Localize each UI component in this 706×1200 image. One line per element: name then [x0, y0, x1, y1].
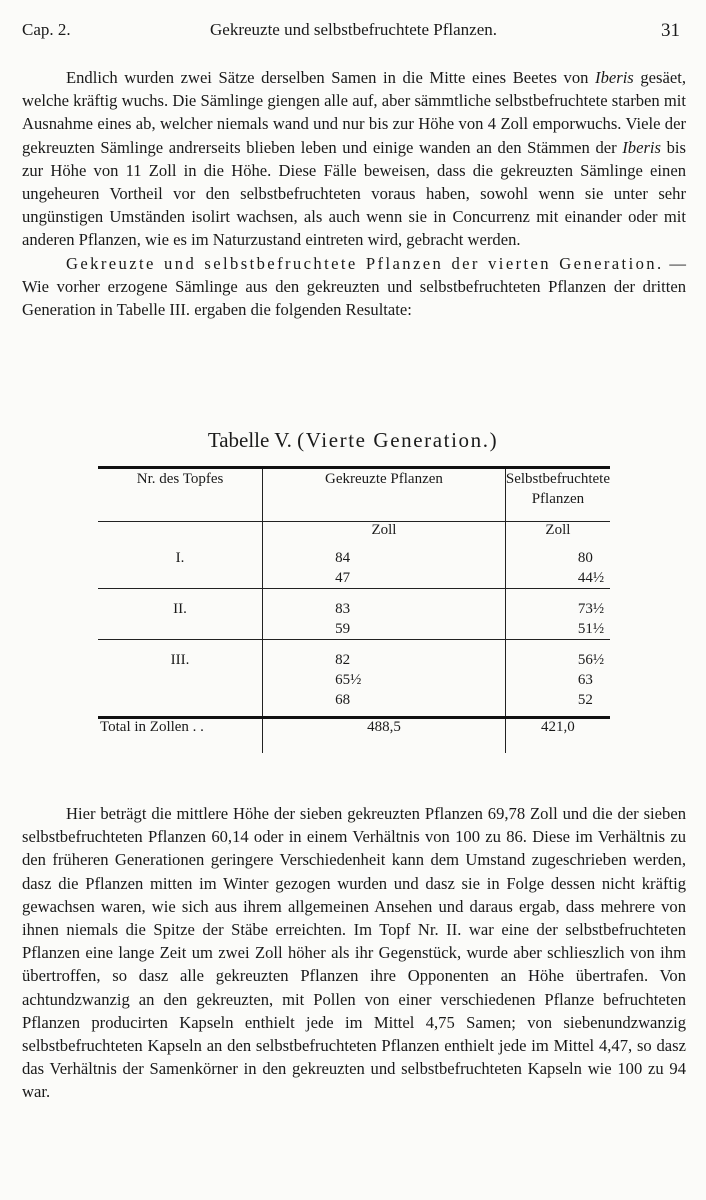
selfed-values	[505, 640, 610, 718]
paragraph-fourth-generation	[22, 252, 686, 322]
header-line: Pflanzen	[531, 491, 585, 507]
selfed-values	[505, 589, 610, 640]
text-run: Endlich wurden zwei Sätze derselben Samen in die Mitte eines Beetes von	[66, 68, 596, 87]
value: 83	[335, 601, 351, 617]
text-run: gesäet, welche kräftig wuchs. Die Sämlinge giengen alle auf, aber sämmtliche selbstbefruchtete starben mit Ausnahme eines ab, welcher niemals wand und nur bis zur Höhe von 4 Zoll emporwuchs. Viele der gekreuzten Sämlinge andrerseits blieben leben und einige wanden an den Stämmen der	[22, 68, 686, 157]
value: 63	[577, 672, 593, 688]
caption-label: Tabelle V.	[207, 428, 292, 452]
section-heading: Gekreuzte und selbstbefruchtete Pflanzen der vierten Generation.	[66, 253, 664, 273]
text-block-top	[22, 66, 686, 321]
total-label: Total in Zollen . .	[98, 718, 263, 754]
crossed-values	[263, 548, 506, 589]
data-table	[98, 466, 610, 753]
running-header	[22, 20, 684, 48]
value: 56½	[577, 652, 605, 668]
value: 44½	[577, 570, 605, 586]
unit-label: Zoll	[505, 522, 610, 549]
selfed-values	[505, 548, 610, 589]
paragraph-iberis	[22, 66, 686, 252]
header-line: Selbstbefruchtete	[505, 471, 610, 487]
italic-term: Iberis	[622, 137, 661, 157]
value: 51½	[577, 621, 605, 637]
table-header-row	[98, 468, 610, 522]
column-header	[505, 468, 610, 522]
caption-subtitle: (Vierte Generation.)	[297, 428, 499, 452]
value: 82	[335, 652, 351, 668]
italic-term: Iberis	[595, 68, 634, 87]
text-block-bottom	[22, 802, 686, 1104]
text-run: — Wie vorher erzogene Sämlinge aus den gekreuzten und selbstbefruchteten Pflanzen der dritten Generation in Tabelle III. ergaben die folgenden Resultate:	[22, 253, 687, 320]
crossed-values	[263, 589, 506, 640]
value: 65½	[335, 672, 362, 688]
pot-number: I.	[98, 548, 263, 589]
unit-label: Zoll	[263, 522, 506, 549]
total-selfed: 421,0	[505, 718, 610, 754]
table-row	[98, 548, 610, 589]
value: 80	[577, 550, 593, 566]
paragraph-results: Hier beträgt die mittlere Höhe der sieben gekreuzten Pflanzen 69,78 Zoll und die der sieben selbstbefruchteten Pflanzen 60,14 oder in einem Verhältnis von 100 zu 86. Diese im Verhältnis zu den früheren Generationen geringere Verschiedenheit kann dem Umstand zugeschrieben werden, dasz die Pflanzen mitten im Winter gezogen wurden und dasz sie in Folge dessen nicht kräftig gewachsen waren, wie sich aus ihrem allgemeinen Ansehen und daraus ergab, dass mehrere von ihnen niemals die Spitze der Stäbe erreichten. Im Topf Nr. II. war eine der selbstbefruchteten Pflanzen eine lange Zeit um zwei Zoll höher als ihr Gegenstück, wurde aber schlieszlich von ihm übertroffen, so dasz alle gekreuzten Pflanzen ihre Opponenten an Höhe übertrafen. Von achtundzwanzig an den gekreuzten, mit Pollen von einer verschiedenen Pflanze befruchteten Pflanzen producirten Kapseln enthielt jede im Mittel 4,75 Samen; von siebenundzwanzig selbstbefruchteten Kapseln an den selbstbefruchteten Pflanzen enthielt jede im Mittel 4,47, so dasz das Verhältnis der Samenkörner in den gekreuzten und selbstbefruchteten Kapseln wie 100 zu 94 war.	[22, 804, 686, 1102]
value: 47	[335, 570, 351, 586]
value: 73½	[577, 601, 605, 617]
crossed-values	[263, 640, 506, 718]
unit-row	[98, 522, 610, 549]
table-row	[98, 640, 610, 718]
table-row	[98, 589, 610, 640]
column-header: Nr. des Topfes	[98, 468, 263, 522]
pot-number: III.	[170, 652, 190, 668]
page-number: 31	[661, 20, 680, 41]
value: 68	[335, 692, 351, 708]
total-row	[98, 718, 610, 754]
value: 52	[577, 692, 593, 708]
running-title: Gekreuzte und selbstbefruchtete Pflanzen.	[210, 20, 497, 39]
column-header: Gekreuzte Pflanzen	[263, 468, 506, 522]
total-crossed: 488,5	[263, 718, 506, 754]
text-run: bis zur Höhe von 11 Zoll in die Höhe. Diese Fälle beweisen, dass die gekreuzten Sämlinge einen ungeheuren Vortheil vor den selbstbefruchteten voraus haben, sowohl wenn sie unter sehr ungünstigen Umständen isolirt wachsen, als auch wenn sie in Concurrenz mit einander oder mit anderen Pflanzen, wie es im Naturzustand eintreten wird, gebracht werden.	[22, 137, 687, 250]
value: 59	[335, 621, 351, 637]
table-caption	[0, 428, 706, 453]
pot-number: II.	[98, 589, 263, 640]
chapter-label: Cap. 2.	[22, 20, 71, 39]
value: 84	[335, 550, 351, 566]
